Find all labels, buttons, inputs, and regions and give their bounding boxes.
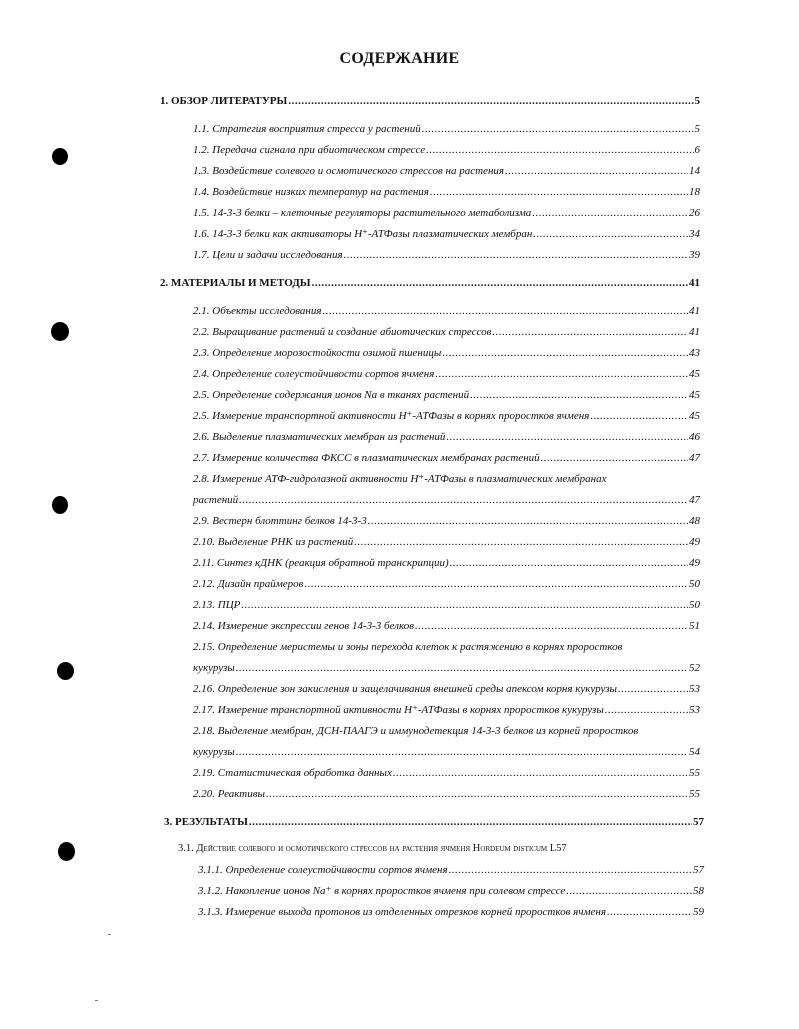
leader-dots	[368, 514, 688, 528]
toc-title: кукурузы	[193, 746, 235, 758]
toc-title: 1.6. 14-3-3 белки как активаторы Н⁺-АТФазы плазматических мембран	[193, 228, 533, 240]
toc-item-line1: 2.8. Измерение АТФ-гидролазной активности Н⁺-АТФазы в плазматических мембранах	[193, 473, 607, 485]
toc-page: 50	[689, 599, 700, 611]
toc-page: 53	[689, 683, 700, 695]
toc-page: 14	[689, 165, 700, 177]
toc-title: 2.16. Определение зон закисления и защелачивания внешней среды апексом корня кукурузы	[193, 683, 617, 695]
leader-dots	[344, 248, 688, 262]
leader-dots	[322, 304, 688, 318]
toc-item[interactable]	[193, 346, 700, 360]
toc-title: 2.7. Измерение количества ФКСС в плазматических мембранах растений	[193, 452, 540, 464]
leader-dots	[288, 94, 693, 108]
toc-item-line1: 2.15. Определение меристемы и зоны перехода клеток к растяжению в корнях проростков	[193, 641, 623, 653]
toc-title: 3.1.1. Определение солеустойчивости сортов ячменя	[198, 864, 448, 876]
leader-dots	[239, 493, 688, 507]
leader-dots	[426, 143, 693, 157]
toc-title: 1.3. Воздействие солевого и осмотического стрессов на растения	[193, 165, 505, 177]
toc-title: 1. ОБЗОР ЛИТЕРАТУРЫ	[160, 95, 288, 107]
toc-item[interactable]	[198, 863, 704, 877]
toc-page: 55	[689, 788, 700, 800]
toc-title: 3. РЕЗУЛЬТАТЫ	[164, 816, 248, 828]
leader-dots	[607, 905, 692, 919]
toc-title: 2.4. Определение солеустойчивости сортов ячменя	[193, 368, 435, 380]
toc-title: 2. МАТЕРИАЛЫ И МЕТОДЫ	[160, 277, 311, 289]
toc-title: 2.13. ПЦР	[193, 599, 241, 611]
leader-dots	[442, 346, 688, 360]
toc-page: 57	[556, 843, 567, 854]
toc-page: 46	[689, 431, 700, 443]
leader-dots	[470, 388, 688, 402]
toc-title: 2.11. Синтез кДНК (реакция обратной транскрипции)	[193, 557, 449, 569]
toc-page: 55	[689, 767, 700, 779]
toc-page: 26	[689, 207, 700, 219]
toc-title: 2.9. Вестерн блоттинг белков 14-3-3	[193, 515, 367, 527]
leader-dots	[618, 682, 688, 696]
toc-title: 1.7. Цели и задачи исследования	[193, 249, 343, 261]
binder-hole-mark	[57, 662, 74, 680]
toc-item[interactable]	[193, 304, 700, 318]
binder-hole-mark	[58, 842, 75, 861]
toc-page: 47	[689, 494, 700, 506]
leader-dots	[533, 227, 688, 241]
toc-item[interactable]	[193, 682, 700, 696]
toc-item[interactable]	[193, 493, 700, 507]
toc-title: 2.5. Измерение транспортной активности Н⁺-АТФазы в корнях проростков ячменя	[193, 410, 590, 422]
toc-item[interactable]	[193, 143, 700, 157]
toc-page: 52	[689, 662, 700, 674]
leader-dots	[249, 815, 692, 829]
leader-dots	[354, 535, 688, 549]
toc-title: 2.2. Выращивание растений и создание абиотических стрессов	[193, 326, 492, 338]
toc-item[interactable]	[193, 367, 700, 381]
toc-item[interactable]	[193, 619, 700, 633]
leader-dots	[492, 325, 688, 339]
toc-page: 57	[693, 864, 704, 876]
toc-page: 53	[689, 704, 700, 716]
toc-page: 57	[693, 816, 704, 828]
toc-item[interactable]	[193, 556, 700, 570]
toc-item[interactable]	[193, 535, 700, 549]
scan-speck	[95, 1000, 98, 1001]
toc-page: 47	[689, 452, 700, 464]
toc-title: 2.19. Статистическая обработка данных	[193, 767, 392, 779]
toc-item[interactable]	[198, 905, 704, 919]
toc-title: 2.6. Выделение плазматических мембран из растений	[193, 431, 446, 443]
toc-page: 49	[689, 557, 700, 569]
toc-item[interactable]	[193, 185, 700, 199]
toc-page: 50	[689, 578, 700, 590]
leader-dots	[450, 556, 688, 570]
toc-title: 2.5. Определение содержания ионов Na в тканях растений	[193, 389, 470, 401]
leader-dots	[566, 884, 692, 898]
leader-dots	[505, 164, 688, 178]
toc-title: 2.17. Измерение транспортной активности Н⁺-АТФазы в корнях проростков кукурузы	[193, 704, 604, 716]
toc-section-2[interactable]	[160, 276, 700, 290]
toc-item[interactable]	[193, 745, 700, 759]
toc-section-3[interactable]	[164, 815, 704, 829]
toc-page: 45	[689, 410, 700, 422]
toc-page: 43	[689, 347, 700, 359]
toc-item[interactable]	[193, 248, 700, 262]
toc-item[interactable]	[193, 325, 700, 339]
toc-item[interactable]	[198, 884, 704, 898]
toc-title: 2.20. Реактивы	[193, 788, 265, 800]
leader-dots	[446, 430, 688, 444]
toc-item[interactable]	[193, 703, 700, 717]
binder-hole-mark	[52, 148, 68, 165]
leader-dots	[422, 122, 694, 136]
toc-page: 6	[694, 144, 700, 156]
toc-page: 51	[689, 620, 700, 632]
toc-page: 59	[693, 906, 704, 918]
leader-dots	[605, 703, 688, 717]
toc-title: 3.1. Действие солевого и осмотического стрессов на растения ячменя Hordeum disticum L	[178, 843, 557, 854]
toc-item[interactable]	[193, 598, 700, 612]
toc-item[interactable]	[193, 164, 700, 178]
toc-item[interactable]	[193, 661, 700, 675]
leader-dots	[415, 619, 688, 633]
toc-title: 3.1.3. Измерение выхода протонов из отделенных отрезков корней проростков ячменя	[198, 906, 606, 918]
toc-page: 41	[689, 326, 700, 338]
toc-title: 2.3. Определение морозостойкости озимой пшеницы	[193, 347, 442, 359]
toc-item-line1: 2.18. Выделение мембран, ДСН-ПААГЭ и иммунодетекция 14-3-3 белков из корней проростков	[193, 725, 639, 737]
toc-title: кукурузы	[193, 662, 235, 674]
leader-dots	[236, 745, 688, 759]
toc-item[interactable]	[193, 227, 700, 241]
leader-dots	[532, 206, 688, 220]
toc-title: 1.2. Передача сигнала при абиотическом стрессе	[193, 144, 426, 156]
toc-page: 34	[689, 228, 700, 240]
toc-item[interactable]	[193, 577, 700, 591]
toc-item[interactable]	[193, 122, 700, 136]
leader-dots	[430, 185, 688, 199]
page-title: СОДЕРЖАНИЕ	[339, 50, 460, 67]
toc-title: 3.1.2. Накопление ионов Na⁺ в корнях проростков ячменя при солевом стрессе	[198, 885, 566, 897]
binder-hole-mark	[52, 496, 68, 514]
toc-subsection-3-1[interactable]	[178, 842, 704, 856]
leader-dots	[312, 276, 688, 290]
toc-page: 18	[689, 186, 700, 198]
leader-dots	[241, 598, 688, 612]
toc-item[interactable]	[193, 787, 700, 801]
toc-title: 2.12. Дизайн праймеров	[193, 578, 304, 590]
leader-dots	[304, 577, 688, 591]
toc-title: 1.5. 14-3-3 белки – клеточные регуляторы растительного метаболизма	[193, 207, 532, 219]
toc-title: растений	[193, 494, 239, 506]
leader-dots	[590, 409, 688, 423]
binder-hole-mark	[51, 322, 69, 341]
toc-title: 2.10. Выделение РНК из растений	[193, 536, 354, 548]
toc-section-1[interactable]	[160, 94, 700, 108]
toc-title: 2.14. Измерение экспрессии генов 14-3-3 белков	[193, 620, 414, 632]
leader-dots	[449, 863, 692, 877]
toc-page: 45	[689, 389, 700, 401]
toc-page: 39	[689, 249, 700, 261]
leader-dots	[266, 787, 688, 801]
toc-item[interactable]	[193, 766, 700, 780]
toc-title: 2.1. Объекты исследования	[193, 305, 322, 317]
scan-speck	[108, 934, 111, 935]
toc-item[interactable]	[193, 451, 700, 465]
leader-dots	[393, 766, 688, 780]
toc-page: 49	[689, 536, 700, 548]
toc-item[interactable]	[193, 409, 700, 423]
leader-dots	[435, 367, 688, 381]
toc-page: 45	[689, 368, 700, 380]
toc-page: 5	[694, 95, 700, 107]
toc-item[interactable]	[193, 388, 700, 402]
toc-item[interactable]	[193, 206, 700, 220]
toc-title: 1.1. Стратегия восприятия стресса у растений	[193, 123, 421, 135]
toc-page: 41	[689, 305, 700, 317]
toc-page: 54	[689, 746, 700, 758]
toc-item[interactable]	[193, 514, 700, 528]
toc-page: 5	[694, 123, 700, 135]
toc-page: 41	[689, 277, 700, 289]
leader-dots	[541, 451, 688, 465]
toc-title: 1.4. Воздействие низких температур на растения	[193, 186, 429, 198]
toc-page: 58	[693, 885, 704, 897]
toc-page: 48	[689, 515, 700, 527]
toc-item[interactable]	[193, 430, 700, 444]
leader-dots	[236, 661, 688, 675]
